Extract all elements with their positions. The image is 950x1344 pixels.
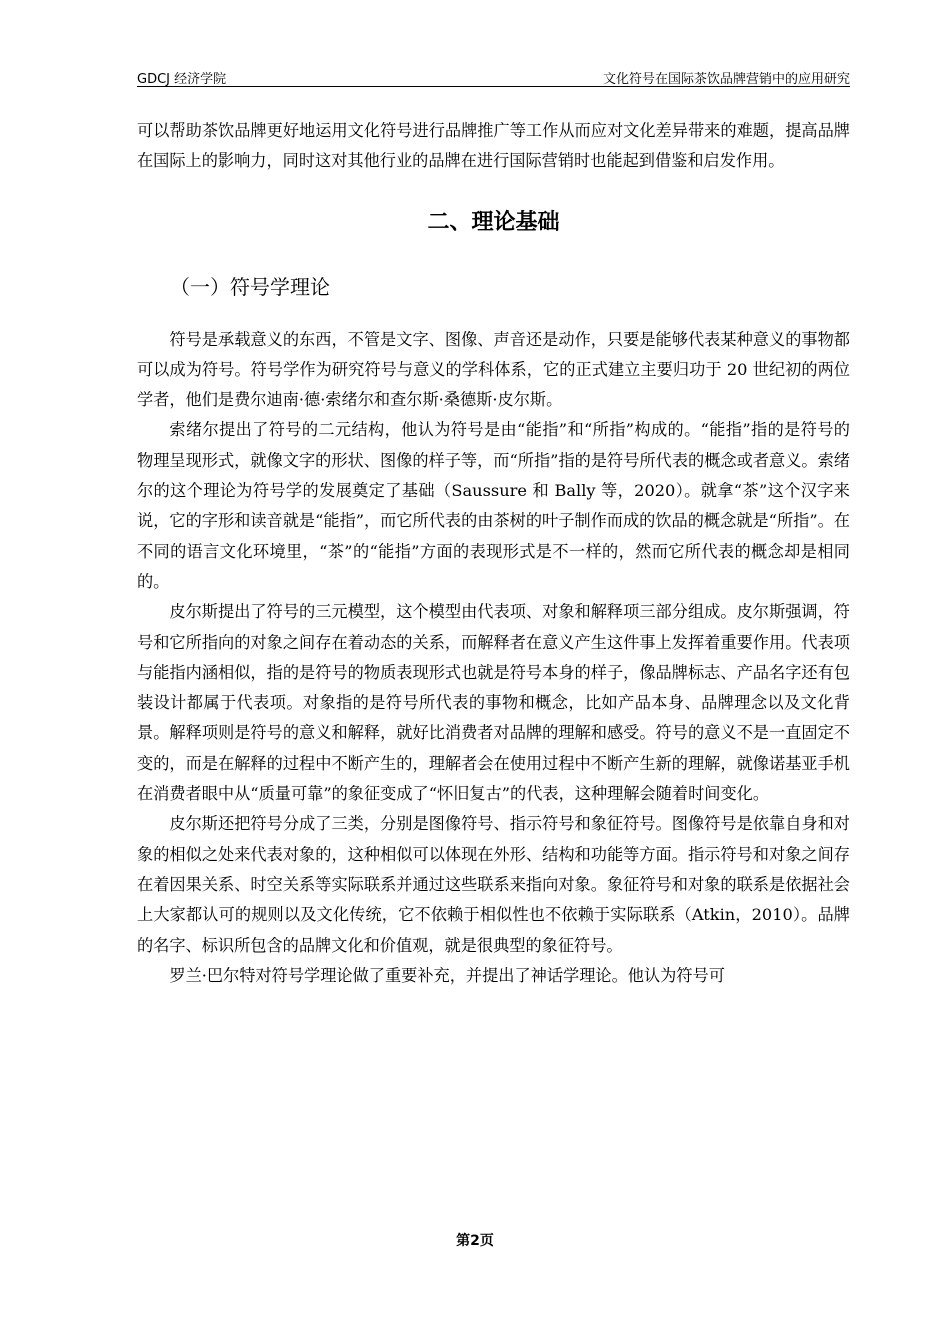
section-title: 二、理论基础 (427, 209, 560, 235)
body-text (137, 325, 850, 992)
subsection-title: （一）符号学理论 (170, 274, 330, 299)
page-body (137, 116, 850, 991)
paragraph-peirce-types: 皮尔斯还把符号分成了三类，分别是图像符号、指示符号和象征符号。图像符号是依靠自身和对象的相似之处来代表对象的，这种相似可以体现在外形、结构和功能等方面。指示符号和对象之间存在着因果关系、时空关系等实际联系并通过这些联系来指向对象。象征符号和对象的联系是依据社会上大家都认可的规则以及文化传统，它不依赖于相似性也不依赖于实际联系（Atkin，2010）。品牌的名字、标识所包含的品牌文化和价值观，就是很典型的象征符号。 (137, 814, 850, 955)
page-header (137, 66, 850, 87)
paragraph-barthes: 罗兰·巴尔特对符号学理论做了重要补充，并提出了神话学理论。他认为符号可 (169, 965, 725, 985)
page-number: 第2页 (456, 1233, 494, 1249)
intro-paragraph: 可以帮助茶饮品牌更好地运用文化符号进行品牌推广等工作从而应对文化差异带来的难题，提高品牌在国际上的影响力，同时这对其他行业的品牌在进行国际营销时也能起到借鉴和启发作用。 (137, 121, 850, 171)
header-institution: GDCJ 经济学院 (137, 72, 227, 87)
paragraph-saussure: 索绪尔提出了符号的二元结构，他认为符号是由“能指”和“所指”构成的。“能指”指的是符号的物理呈现形式，就像文字的形状、图像的样子等，而“所指”指的是符号所代表的概念或者意义。索绪尔的这个理论为符号学的发展奠定了基础（Saussure 和 Bally 等，2020）。就拿“茶”这个汉字来说，它的字形和读音就是“能指”，而它所代表的由茶树的叶子制作而成的饮品的概念就是“所指”。在不同的语言文化环境里，“茶”的“能指”方面的表现形式是不一样的，然而它所代表的概念却是相同的。 (137, 420, 850, 591)
paragraph-symbol-definition: 符号是承载意义的东西，不管是文字、图像、声音还是动作，只要是能够代表某种意义的事物都可以成为符号。符号学作为研究符号与意义的学科体系，它的正式建立主要归功于 20 世纪初的两位学者，他们是费尔迪南·德·索绪尔和查尔斯·桑德斯·皮尔斯。 (137, 329, 850, 410)
header-paper-title: 文化符号在国际茶饮品牌营销中的应用研究 (602, 72, 850, 87)
paragraph-peirce-model: 皮尔斯提出了符号的三元模型，这个模型由代表项、对象和解释项三部分组成。皮尔斯强调，符号和它所指向的对象之间存在着动态的关系，而解释者在意义产生这件事上发挥着重要作用。代表项与能指内涵相似，指的是符号的物质表现形式也就是符号本身的样子，像品牌标志、产品名字还有包装设计都属于代表项。对象指的是符号所代表的事物和概念，比如产品本身、品牌理念以及文化背景。解释项则是符号的意义和解释，就好比消费者对品牌的理解和感受。符号的意义不是一直固定不变的，而是在解释的过程中不断产生的，理解者会在使用过程中不断产生新的理解，就像诺基亚手机在消费者眼中从“质量可靠”的象征变成了“怀旧复古”的代表，这种理解会随着时间变化。 (137, 602, 850, 804)
